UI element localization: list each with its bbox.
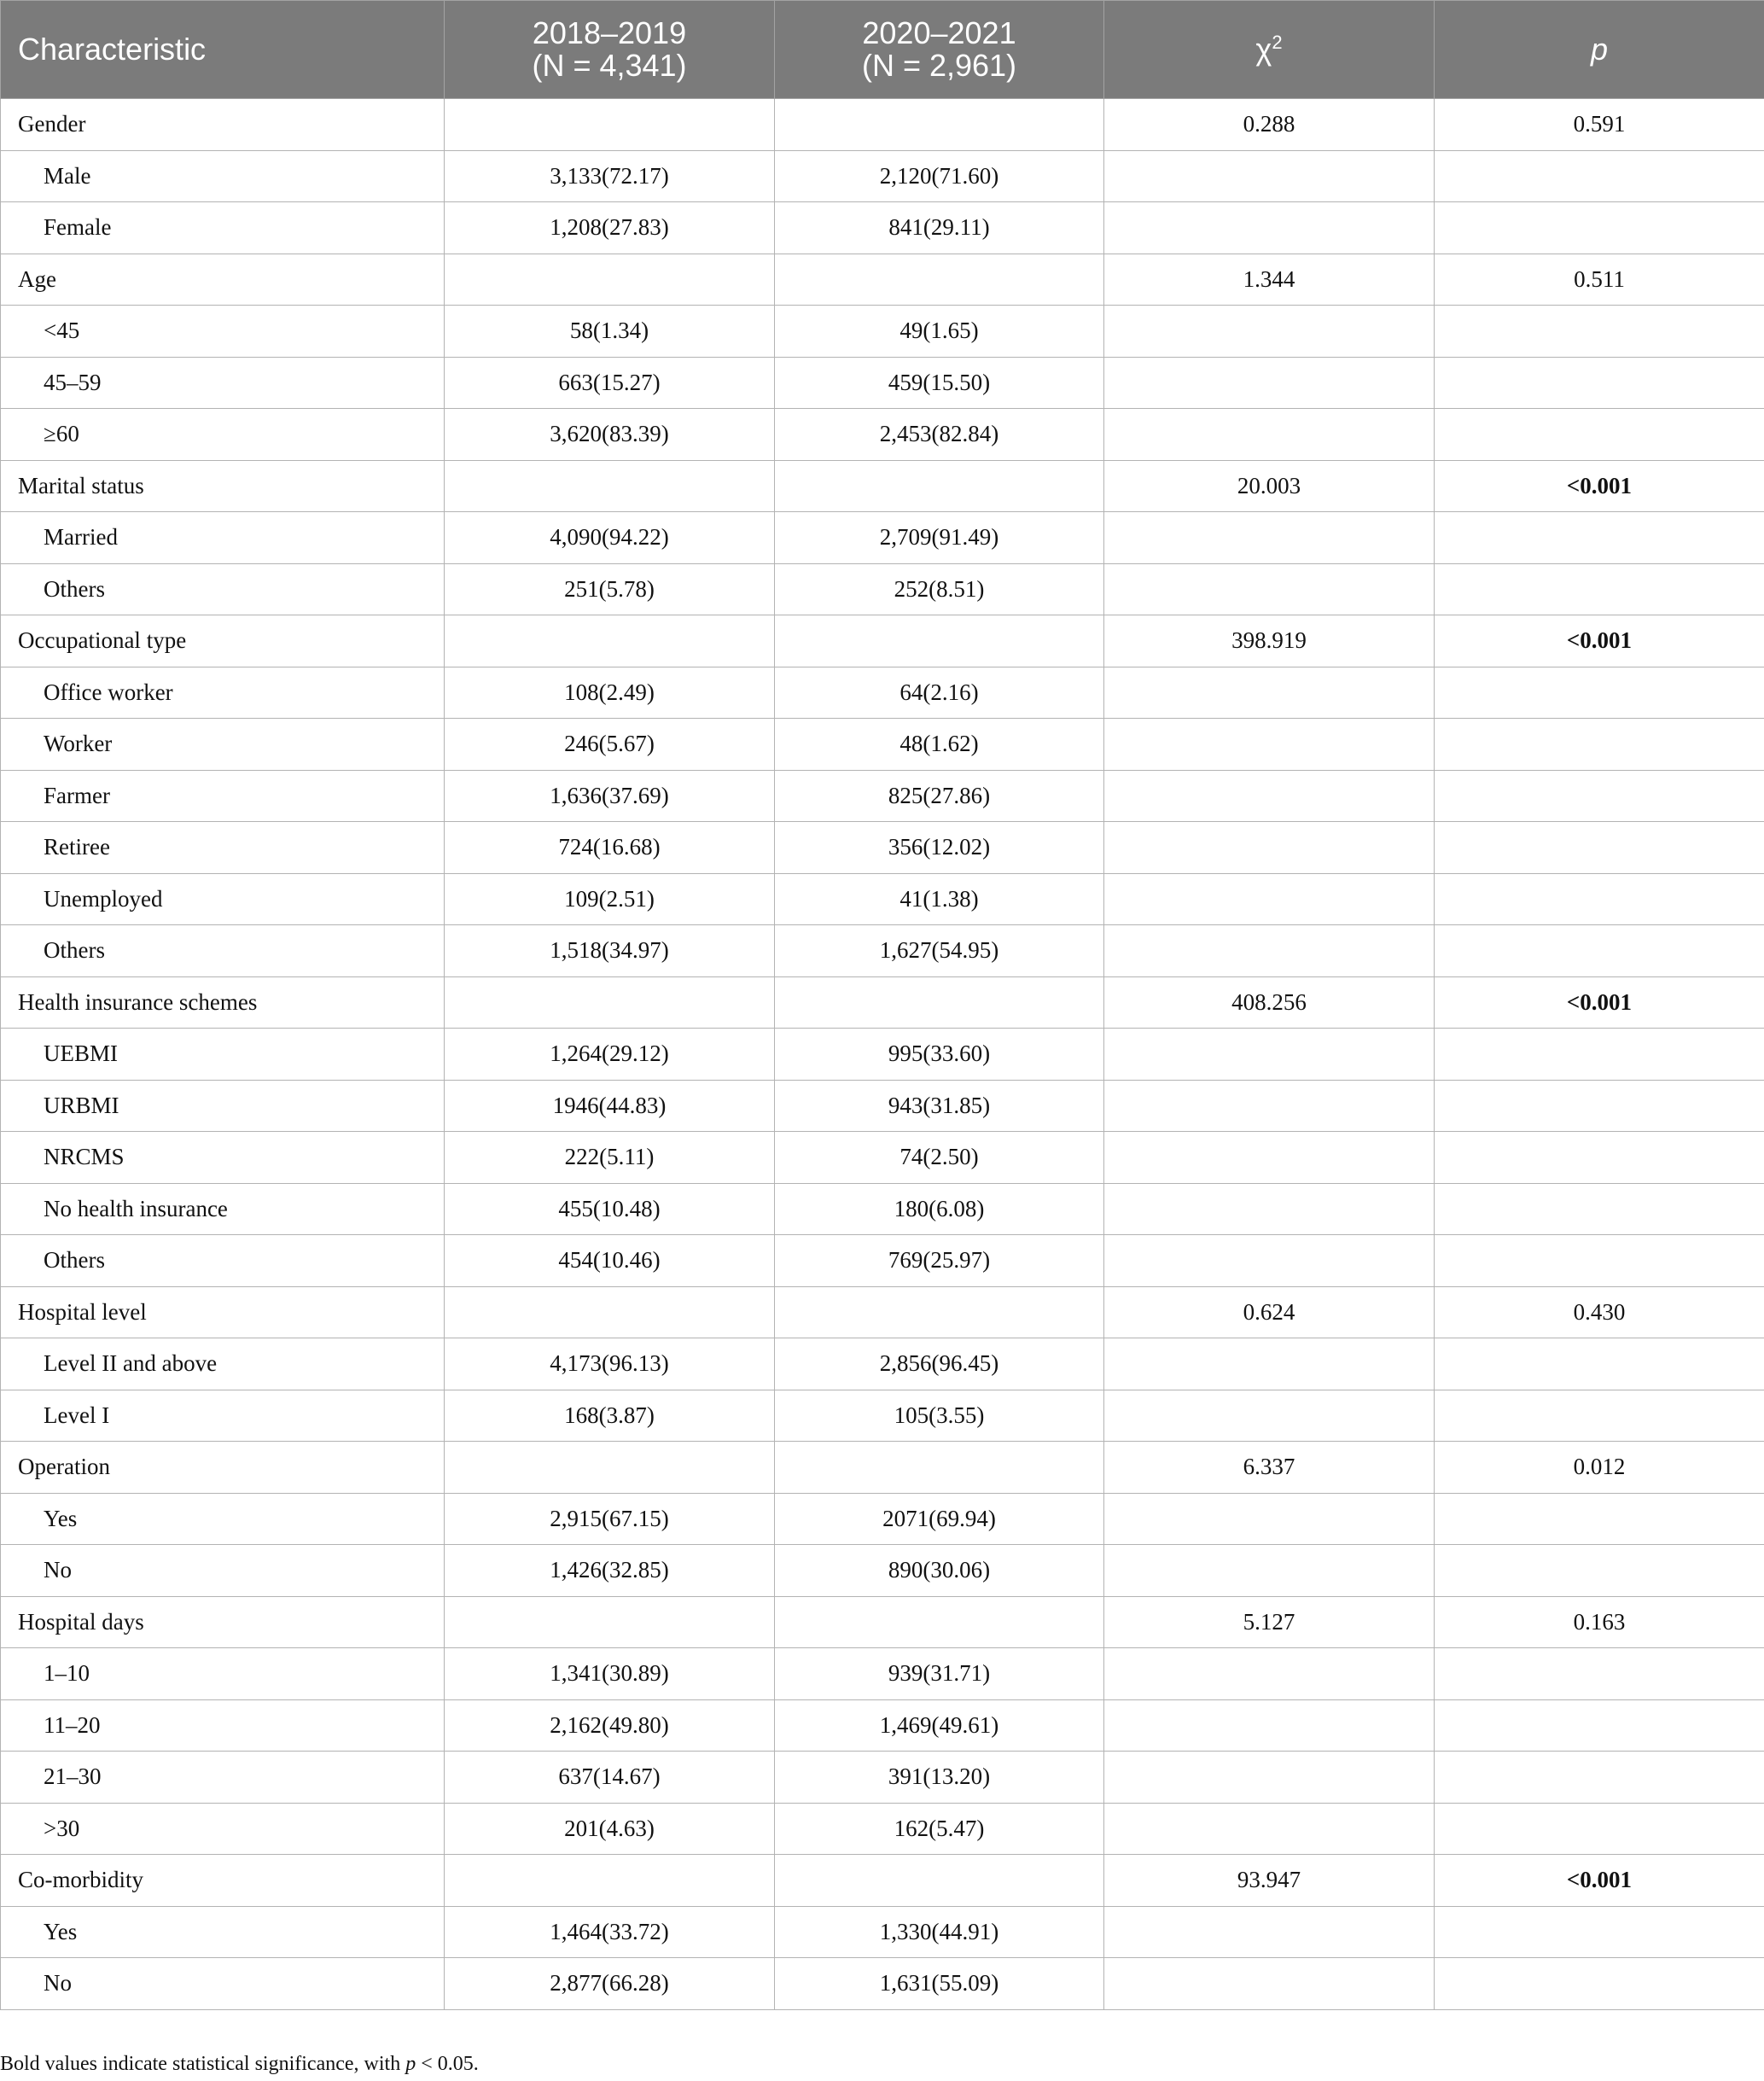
- table-row-subcategory: [1, 1906, 1764, 1958]
- cell-2020-2021: [775, 1286, 1104, 1338]
- cell-chi-square: 20.003: [1104, 460, 1435, 512]
- cell-p-value: [1435, 1752, 1764, 1804]
- header-chi-superscript: 2: [1272, 32, 1283, 53]
- table-row-subcategory: [1, 719, 1764, 771]
- cell-p-value: [1435, 1029, 1764, 1081]
- cell-2018-2019: 1,208(27.83): [445, 202, 775, 254]
- cell-characteristic: Farmer: [1, 770, 445, 822]
- cell-chi-square: 1.344: [1104, 254, 1435, 306]
- cell-p-value: <0.001: [1435, 615, 1764, 667]
- table-row-category: [1, 1855, 1764, 1907]
- table-row-subcategory: [1, 1648, 1764, 1700]
- cell-p-value: [1435, 667, 1764, 719]
- cell-2018-2019: 1,426(32.85): [445, 1545, 775, 1597]
- header-period2: [775, 1, 1104, 99]
- cell-characteristic: Hospital level: [1, 1286, 445, 1338]
- header-period1: [445, 1, 775, 99]
- cell-characteristic: No: [1, 1958, 445, 2010]
- footnote-text-after: < 0.05.: [416, 2053, 479, 2075]
- cell-2020-2021: 2,453(82.84): [775, 409, 1104, 461]
- cell-chi-square: 0.288: [1104, 99, 1435, 151]
- cell-characteristic: <45: [1, 306, 445, 358]
- cell-2018-2019: 2,915(67.15): [445, 1493, 775, 1545]
- cell-2020-2021: 391(13.20): [775, 1752, 1104, 1804]
- cell-p-value: [1435, 1183, 1764, 1235]
- cell-characteristic: UEBMI: [1, 1029, 445, 1081]
- table-row-category: [1, 460, 1764, 512]
- table-row-subcategory: [1, 873, 1764, 925]
- header-period2-years: 2020–2021: [862, 15, 1016, 50]
- cell-p-value: [1435, 1132, 1764, 1184]
- cell-characteristic: Office worker: [1, 667, 445, 719]
- cell-p-value: [1435, 1958, 1764, 2010]
- cell-2020-2021: 48(1.62): [775, 719, 1104, 771]
- table-row-subcategory: [1, 409, 1764, 461]
- cell-chi-square: [1104, 1752, 1435, 1804]
- cell-2020-2021: 2,856(96.45): [775, 1338, 1104, 1390]
- table-row-subcategory: [1, 925, 1764, 977]
- cell-2020-2021: 1,469(49.61): [775, 1699, 1104, 1752]
- cell-2018-2019: 108(2.49): [445, 667, 775, 719]
- cell-characteristic: Retiree: [1, 822, 445, 874]
- cell-characteristic: Hospital days: [1, 1596, 445, 1648]
- cell-characteristic: Married: [1, 512, 445, 564]
- cell-2018-2019: 455(10.48): [445, 1183, 775, 1235]
- cell-2018-2019: 251(5.78): [445, 563, 775, 615]
- cell-chi-square: [1104, 1338, 1435, 1390]
- cell-p-value: 0.591: [1435, 99, 1764, 151]
- cell-chi-square: [1104, 719, 1435, 771]
- cell-2018-2019: [445, 976, 775, 1029]
- cell-p-value: [1435, 1699, 1764, 1752]
- cell-chi-square: [1104, 1235, 1435, 1287]
- cell-2020-2021: 459(15.50): [775, 357, 1104, 409]
- cell-characteristic: 45–59: [1, 357, 445, 409]
- cell-chi-square: 93.947: [1104, 1855, 1435, 1907]
- header-period1-n: (N = 4,341): [532, 48, 687, 83]
- header-period2-n: (N = 2,961): [861, 48, 1017, 83]
- cell-p-value: [1435, 150, 1764, 202]
- cell-chi-square: [1104, 1958, 1435, 2010]
- table-row-subcategory: [1, 357, 1764, 409]
- table-row-subcategory: [1, 150, 1764, 202]
- cell-characteristic: Age: [1, 254, 445, 306]
- cell-2018-2019: 4,090(94.22): [445, 512, 775, 564]
- cell-2018-2019: [445, 1286, 775, 1338]
- cell-chi-square: [1104, 1803, 1435, 1855]
- cell-chi-square: 408.256: [1104, 976, 1435, 1029]
- cell-chi-square: [1104, 1648, 1435, 1700]
- cell-2018-2019: [445, 1442, 775, 1494]
- header-period1-years: 2018–2019: [532, 15, 687, 50]
- cell-characteristic: No health insurance: [1, 1183, 445, 1235]
- cell-chi-square: [1104, 409, 1435, 461]
- cell-chi-square: [1104, 150, 1435, 202]
- cell-chi-square: [1104, 873, 1435, 925]
- cell-chi-square: [1104, 925, 1435, 977]
- cell-2018-2019: 58(1.34): [445, 306, 775, 358]
- table-row-category: [1, 254, 1764, 306]
- cell-2018-2019: 1,636(37.69): [445, 770, 775, 822]
- cell-characteristic: Female: [1, 202, 445, 254]
- cell-chi-square: [1104, 1699, 1435, 1752]
- cell-2018-2019: [445, 615, 775, 667]
- cell-characteristic: Occupational type: [1, 615, 445, 667]
- cell-chi-square: 398.919: [1104, 615, 1435, 667]
- cell-characteristic: Co-morbidity: [1, 1855, 445, 1907]
- cell-2018-2019: 168(3.87): [445, 1390, 775, 1442]
- cell-2018-2019: 3,620(83.39): [445, 409, 775, 461]
- cell-characteristic: 1–10: [1, 1648, 445, 1700]
- cell-2020-2021: [775, 1855, 1104, 1907]
- table-row-subcategory: [1, 1958, 1764, 2010]
- cell-2018-2019: 1,264(29.12): [445, 1029, 775, 1081]
- cell-p-value: [1435, 1390, 1764, 1442]
- table-row-category: [1, 976, 1764, 1029]
- cell-p-value: 0.163: [1435, 1596, 1764, 1648]
- cell-2018-2019: 1946(44.83): [445, 1080, 775, 1132]
- cell-characteristic: Others: [1, 1235, 445, 1287]
- cell-chi-square: [1104, 770, 1435, 822]
- table-row-subcategory: [1, 1493, 1764, 1545]
- table-row-subcategory: [1, 770, 1764, 822]
- cell-chi-square: 6.337: [1104, 1442, 1435, 1494]
- cell-characteristic: Level I: [1, 1390, 445, 1442]
- cell-characteristic: Unemployed: [1, 873, 445, 925]
- header-characteristic: [1, 1, 445, 99]
- cell-characteristic: Male: [1, 150, 445, 202]
- table-row-subcategory: [1, 1183, 1764, 1235]
- cell-p-value: [1435, 873, 1764, 925]
- cell-chi-square: [1104, 1545, 1435, 1597]
- cell-2020-2021: 841(29.11): [775, 202, 1104, 254]
- table-row-subcategory: [1, 1029, 1764, 1081]
- table-row-category: [1, 1442, 1764, 1494]
- cell-chi-square: 5.127: [1104, 1596, 1435, 1648]
- table-row-category: [1, 99, 1764, 151]
- cell-chi-square: [1104, 357, 1435, 409]
- table-row-subcategory: [1, 202, 1764, 254]
- table-row-subcategory: [1, 306, 1764, 358]
- cell-characteristic: Level II and above: [1, 1338, 445, 1390]
- cell-2020-2021: 252(8.51): [775, 563, 1104, 615]
- cell-characteristic: 11–20: [1, 1699, 445, 1752]
- table-row-subcategory: [1, 1699, 1764, 1752]
- cell-2020-2021: 1,627(54.95): [775, 925, 1104, 977]
- table-row-category: [1, 1286, 1764, 1338]
- cell-2020-2021: 105(3.55): [775, 1390, 1104, 1442]
- table-row-subcategory: [1, 1390, 1764, 1442]
- cell-2020-2021: 356(12.02): [775, 822, 1104, 874]
- cell-2020-2021: 2,120(71.60): [775, 150, 1104, 202]
- table-row-subcategory: [1, 563, 1764, 615]
- cell-2018-2019: [445, 254, 775, 306]
- cell-p-value: [1435, 512, 1764, 564]
- header-p-value: [1435, 1, 1764, 99]
- cell-p-value: 0.012: [1435, 1442, 1764, 1494]
- header-p-label: p: [1590, 32, 1609, 67]
- cell-characteristic: Worker: [1, 719, 445, 771]
- cell-2020-2021: [775, 1442, 1104, 1494]
- cell-2020-2021: 825(27.86): [775, 770, 1104, 822]
- cell-chi-square: [1104, 1906, 1435, 1958]
- cell-chi-square: 0.624: [1104, 1286, 1435, 1338]
- table-row-subcategory: [1, 822, 1764, 874]
- cell-2018-2019: 637(14.67): [445, 1752, 775, 1804]
- cell-2020-2021: 769(25.97): [775, 1235, 1104, 1287]
- cell-2020-2021: 2,709(91.49): [775, 512, 1104, 564]
- table-row-category: [1, 1596, 1764, 1648]
- cell-p-value: [1435, 719, 1764, 771]
- table-row-category: [1, 615, 1764, 667]
- cell-2020-2021: 1,631(55.09): [775, 1958, 1104, 2010]
- header-chi-square: [1104, 1, 1435, 99]
- cell-chi-square: [1104, 1132, 1435, 1184]
- cell-2018-2019: [445, 1855, 775, 1907]
- cell-p-value: [1435, 1545, 1764, 1597]
- cell-p-value: [1435, 1803, 1764, 1855]
- table-row-subcategory: [1, 1080, 1764, 1132]
- cell-p-value: 0.430: [1435, 1286, 1764, 1338]
- cell-characteristic: ≥60: [1, 409, 445, 461]
- footnote-p: p: [405, 2053, 416, 2075]
- cell-2020-2021: [775, 460, 1104, 512]
- cell-2020-2021: 890(30.06): [775, 1545, 1104, 1597]
- cell-2020-2021: 1,330(44.91): [775, 1906, 1104, 1958]
- cell-p-value: [1435, 357, 1764, 409]
- cell-2018-2019: [445, 460, 775, 512]
- table-row-subcategory: [1, 512, 1764, 564]
- cell-p-value: [1435, 1338, 1764, 1390]
- cell-2018-2019: 724(16.68): [445, 822, 775, 874]
- cell-characteristic: NRCMS: [1, 1132, 445, 1184]
- cell-chi-square: [1104, 1183, 1435, 1235]
- cell-2018-2019: 1,341(30.89): [445, 1648, 775, 1700]
- cell-2020-2021: [775, 99, 1104, 151]
- table-header: [1, 1, 1764, 99]
- cell-characteristic: >30: [1, 1803, 445, 1855]
- cell-p-value: [1435, 306, 1764, 358]
- cell-2020-2021: [775, 615, 1104, 667]
- cell-p-value: <0.001: [1435, 460, 1764, 512]
- cell-characteristic: Others: [1, 925, 445, 977]
- cell-2018-2019: 246(5.67): [445, 719, 775, 771]
- cell-2018-2019: 201(4.63): [445, 1803, 775, 1855]
- cell-p-value: [1435, 563, 1764, 615]
- table-row-subcategory: [1, 1235, 1764, 1287]
- cell-chi-square: [1104, 563, 1435, 615]
- cell-chi-square: [1104, 1493, 1435, 1545]
- cell-chi-square: [1104, 1080, 1435, 1132]
- cell-p-value: [1435, 1080, 1764, 1132]
- cell-chi-square: [1104, 306, 1435, 358]
- cell-chi-square: [1104, 667, 1435, 719]
- cell-p-value: <0.001: [1435, 976, 1764, 1029]
- table-row-subcategory: [1, 1338, 1764, 1390]
- cell-2020-2021: 64(2.16): [775, 667, 1104, 719]
- cell-characteristic: Others: [1, 563, 445, 615]
- cell-2018-2019: 4,173(96.13): [445, 1338, 775, 1390]
- cell-characteristic: Operation: [1, 1442, 445, 1494]
- cell-2020-2021: 49(1.65): [775, 306, 1104, 358]
- header-row: [1, 1, 1764, 99]
- cell-p-value: [1435, 925, 1764, 977]
- cell-2018-2019: 2,162(49.80): [445, 1699, 775, 1752]
- header-characteristic-label: Characteristic: [18, 32, 207, 67]
- cell-characteristic: No: [1, 1545, 445, 1597]
- table-body: [1, 99, 1764, 2010]
- cell-2018-2019: 3,133(72.17): [445, 150, 775, 202]
- cell-p-value: [1435, 202, 1764, 254]
- cell-characteristic: Health insurance schemes: [1, 976, 445, 1029]
- cell-p-value: [1435, 1648, 1764, 1700]
- cell-2020-2021: [775, 1596, 1104, 1648]
- footnote-text-before: Bold values indicate statistical significance, with: [0, 2053, 406, 2075]
- cell-p-value: [1435, 1235, 1764, 1287]
- table-row-subcategory: [1, 1132, 1764, 1184]
- table-row-subcategory: [1, 667, 1764, 719]
- cell-p-value: [1435, 822, 1764, 874]
- table-row-subcategory: [1, 1545, 1764, 1597]
- cell-2020-2021: 74(2.50): [775, 1132, 1104, 1184]
- cell-p-value: [1435, 1493, 1764, 1545]
- cell-chi-square: [1104, 1390, 1435, 1442]
- cell-p-value: [1435, 770, 1764, 822]
- cell-2018-2019: 454(10.46): [445, 1235, 775, 1287]
- cell-p-value: 0.511: [1435, 254, 1764, 306]
- cell-2018-2019: 663(15.27): [445, 357, 775, 409]
- cell-2018-2019: 222(5.11): [445, 1132, 775, 1184]
- cell-characteristic: Yes: [1, 1493, 445, 1545]
- table-row-subcategory: [1, 1752, 1764, 1804]
- cell-2020-2021: 943(31.85): [775, 1080, 1104, 1132]
- cell-2020-2021: 162(5.47): [775, 1803, 1104, 1855]
- cell-2020-2021: 41(1.38): [775, 873, 1104, 925]
- cell-chi-square: [1104, 512, 1435, 564]
- cell-2020-2021: 939(31.71): [775, 1648, 1104, 1700]
- cell-characteristic: 21–30: [1, 1752, 445, 1804]
- cell-2020-2021: 180(6.08): [775, 1183, 1104, 1235]
- cell-characteristic: Yes: [1, 1906, 445, 1958]
- cell-p-value: [1435, 1906, 1764, 1958]
- cell-2018-2019: [445, 1596, 775, 1648]
- header-chi-symbol: χ: [1255, 32, 1272, 67]
- cell-characteristic: Marital status: [1, 460, 445, 512]
- cell-chi-square: [1104, 1029, 1435, 1081]
- cell-chi-square: [1104, 822, 1435, 874]
- cell-2020-2021: 2071(69.94): [775, 1493, 1104, 1545]
- cell-2020-2021: [775, 976, 1104, 1029]
- cell-2018-2019: 109(2.51): [445, 873, 775, 925]
- cell-chi-square: [1104, 202, 1435, 254]
- table-footnote: [0, 2053, 479, 2076]
- cell-2018-2019: 1,464(33.72): [445, 1906, 775, 1958]
- cell-2020-2021: [775, 254, 1104, 306]
- cell-2018-2019: 1,518(34.97): [445, 925, 775, 977]
- cell-2020-2021: 995(33.60): [775, 1029, 1104, 1081]
- cell-2018-2019: [445, 99, 775, 151]
- cell-characteristic: Gender: [1, 99, 445, 151]
- cell-p-value: [1435, 409, 1764, 461]
- cell-p-value: <0.001: [1435, 1855, 1764, 1907]
- cell-characteristic: URBMI: [1, 1080, 445, 1132]
- cell-2018-2019: 2,877(66.28): [445, 1958, 775, 2010]
- table-row-subcategory: [1, 1803, 1764, 1855]
